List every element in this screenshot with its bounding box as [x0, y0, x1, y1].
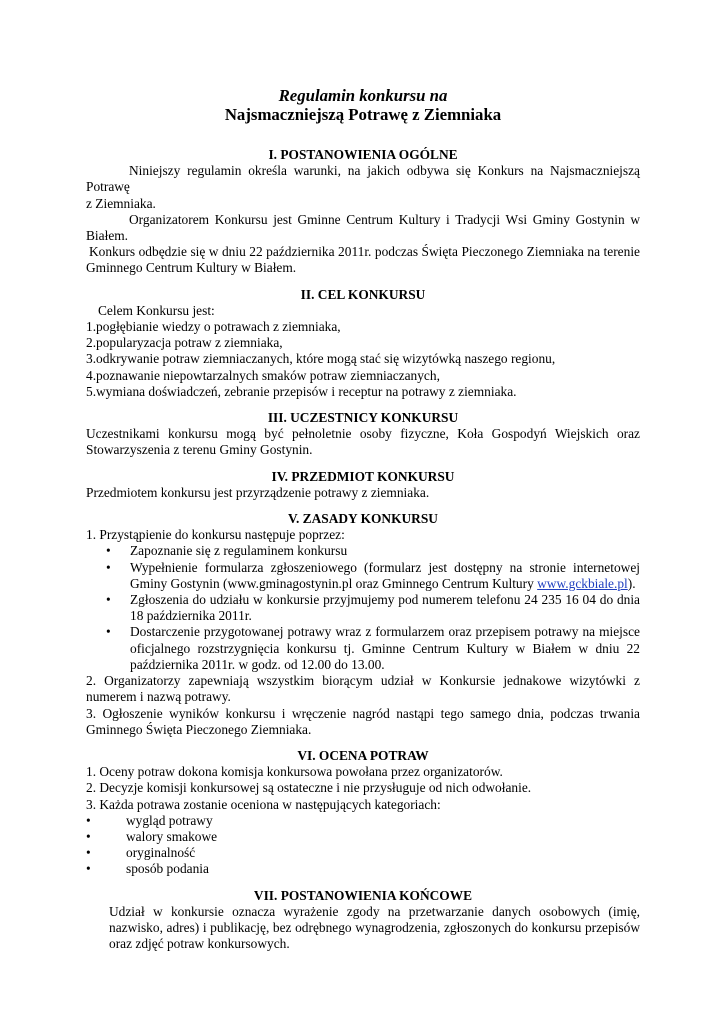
section-heading: V. ZASADY KONKURSU: [288, 511, 438, 527]
list-item: 3. odkrywanie potraw ziemniaczanych, które mogą stać się wizytówką naszego regionu,: [86, 351, 556, 367]
bullet-icon: •: [106, 543, 111, 559]
bullet-icon: •: [106, 559, 111, 575]
list-item: • sposób podania: [86, 861, 209, 877]
section-heading: II. CEL KONKURSU: [300, 286, 426, 302]
bullet-icon: •: [86, 812, 91, 828]
paragraph: 2. Organizatorzy zapewniają wszystkim biorącym udział w Konkursie jednakowe wizytówki z numerem i nazwą potrawy.: [86, 673, 640, 705]
section-final: [86, 888, 640, 953]
document-title: [86, 86, 640, 124]
paragraph: 1. Oceny potraw dokona komisja konkursowa powołana przez organizatorów.: [86, 764, 503, 780]
paragraph: 3. Każda potrawa zostanie oceniona w następujących kategoriach:: [86, 796, 441, 812]
paragraph: 3. Ogłoszenie wyników konkursu i wręczenie nagród nastąpi tego samego dnia, podczas trwania Gminnego Święta Pieczonego Ziemniaka.: [86, 705, 640, 737]
rules-list: [86, 543, 640, 673]
title-line-1: Regulamin konkursu na: [278, 86, 448, 105]
paragraph: Niniejszy regulamin określa warunki, na jakich odbywa się Konkurs na Najsmaczniejszą Potrawę: [86, 163, 640, 195]
section-heading: VII. POSTANOWIENIA KOŃCOWE: [253, 887, 473, 903]
list-item: • Zapoznanie się z regulaminem konkursu: [86, 543, 640, 559]
section-participants: [86, 410, 640, 459]
bullet-icon: •: [86, 845, 91, 861]
paragraph: Udział w konkursie oznacza wyrażenie zgody na przetwarzanie danych osobowych (imię, nazwisko, adres) i publikację, bez odrębnego wynagrodzenia, zgłoszonych do konkursu przepisów oraz zdjęć potraw konkursowych.: [109, 903, 640, 952]
list-item: • Dostarczenie przygotowanej potrawy wraz z formularzem oraz przepisem potrawy na miejsce oficjalnego rozstrzygnięcia konkursu tj. Gminne Centrum Kultury w Białem w dniu 22 października 2011r. w godz. od 12.00 do 13.00.: [86, 624, 640, 673]
section-subject: [86, 469, 640, 501]
list-item: • walory smakowe: [86, 828, 218, 844]
section-evaluation: [86, 748, 640, 878]
bullet-icon: •: [106, 624, 111, 640]
list-item: 2. popularyzacja potraw z ziemniaka,: [86, 335, 283, 351]
title-line-2: Najsmaczniejszą Potrawę z Ziemniaka: [224, 105, 502, 124]
category-list: [86, 813, 640, 878]
section-heading: IV. PRZEDMIOT KONKURSU: [271, 468, 455, 484]
paragraph: Uczestnikami konkursu mogą być pełnoletnie osoby fizyczne, Koła Gospodyń Wiejskich oraz Stowarzyszenia z terenu Gminy Gostynin.: [86, 426, 640, 458]
paragraph: z Ziemniaka.: [86, 195, 156, 211]
list-item: • wygląd potrawy: [86, 812, 213, 828]
paragraph: Organizatorem Konkursu jest Gminne Centrum Kultury i Tradycji Wsi Gminy Gostynin w Białem.: [86, 211, 640, 244]
paragraph: Konkurs odbędzie się w dniu 22 października 2011r. podczas Święta Pieczonego Ziemniaka na terenie Gminnego Centrum Kultury w Białem.: [86, 244, 640, 276]
list-item: • Wypełnienie formularza zgłoszeniowego (formularz jest dostępny na stronie internetowej Gminy Gostynin (www.gminagostynin.pl oraz Gminnego Centrum Kultury www.gckbiale.pl).: [86, 560, 640, 592]
section-rules: [86, 511, 640, 738]
list-item: 5. wymiana doświadczeń, zebranie przepisów i receptur na potrawy z ziemniaka.: [86, 383, 517, 399]
paragraph: Celem Konkursu jest:: [98, 302, 215, 318]
document-body: [86, 86, 640, 952]
list-item: • oryginalność: [86, 845, 196, 861]
section-heading: III. UCZESTNICY KONKURSU: [267, 410, 459, 426]
goal-list: [86, 319, 640, 400]
bullet-icon: •: [86, 828, 91, 844]
section-heading: VI. OCENA POTRAW: [297, 747, 429, 763]
list-item: • Zgłoszenia do udziału w konkursie przyjmujemy pod numerem telefonu 24 235 16 04 do dnia 18 października 2011r.: [86, 592, 640, 624]
section-goal: [86, 287, 640, 400]
list-item: 4. poznawanie niepowtarzalnych smaków potraw ziemniaczanych,: [86, 367, 440, 383]
section-heading: I. POSTANOWIENIA OGÓLNE: [268, 147, 458, 162]
website-link[interactable]: www.gckbiale.pl: [537, 575, 628, 591]
bullet-icon: •: [86, 861, 91, 877]
paragraph: 1. Przystąpienie do konkursu następuje poprzez:: [86, 527, 345, 543]
section-general: [86, 147, 640, 277]
bullet-icon: •: [106, 592, 111, 608]
paragraph: Przedmiotem konkursu jest przyrządzenie potrawy z ziemniaka.: [86, 484, 430, 500]
paragraph: 2. Decyzje komisji konkursowej są ostateczne i nie przysługuje od nich odwołanie.: [86, 780, 532, 796]
list-item: 1. pogłębianie wiedzy o potrawach z ziemniaka,: [86, 319, 341, 335]
